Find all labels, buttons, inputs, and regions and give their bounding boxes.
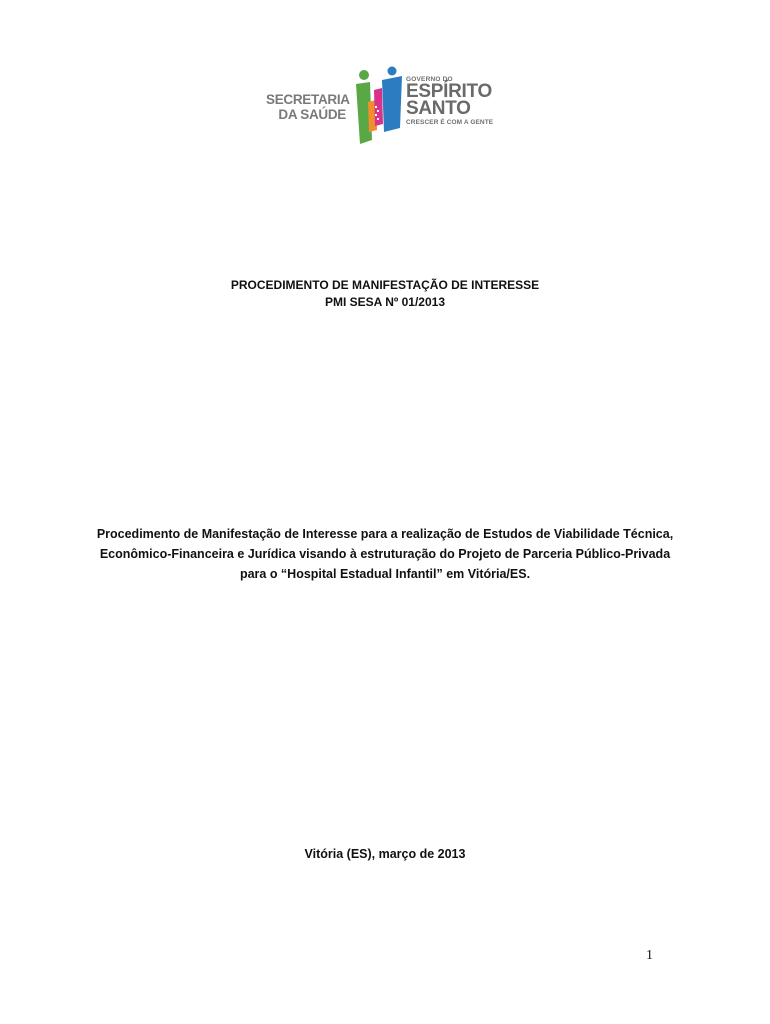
- logo-secretaria: [266, 92, 350, 122]
- logo-state-line1: ESPÍRITO: [406, 81, 492, 102]
- logo-left-line2: DA SAÚDE: [278, 107, 346, 122]
- emblem-green-head: [359, 70, 369, 80]
- page-number: 1: [646, 948, 653, 963]
- header-logo: [266, 66, 506, 146]
- logo-gov: GOVERNO DO: [406, 76, 453, 83]
- emblem-blue-head: [388, 67, 397, 76]
- place-and-date: Vitória (ES), março de 2013: [304, 847, 466, 861]
- logo-state-line2: SANTO: [406, 98, 471, 119]
- document-description: Procedimento de Manifestação de Interesse para a realização de Estudos de Viabilidade Técnica, Econômico-Financeira e Jurídica visando à estruturação do Projeto de Parceria Público-Privada para o “Hospital Estadual Infantil” em Vitória/ES.: [96, 527, 674, 581]
- government-emblem-icon: [350, 66, 406, 146]
- logo-slogan: CRESCER É COM A GENTE: [406, 119, 494, 126]
- logo-left-line1: SECRETARIA: [266, 92, 350, 107]
- logo-espirito-santo: [406, 76, 516, 127]
- document-title: PROCEDIMENTO DE MANIFESTAÇÃO DE INTERESSE: [230, 278, 540, 292]
- emblem-blue-body: [382, 76, 402, 132]
- document-subtitle: PMI SESA Nº 01/2013: [325, 295, 445, 309]
